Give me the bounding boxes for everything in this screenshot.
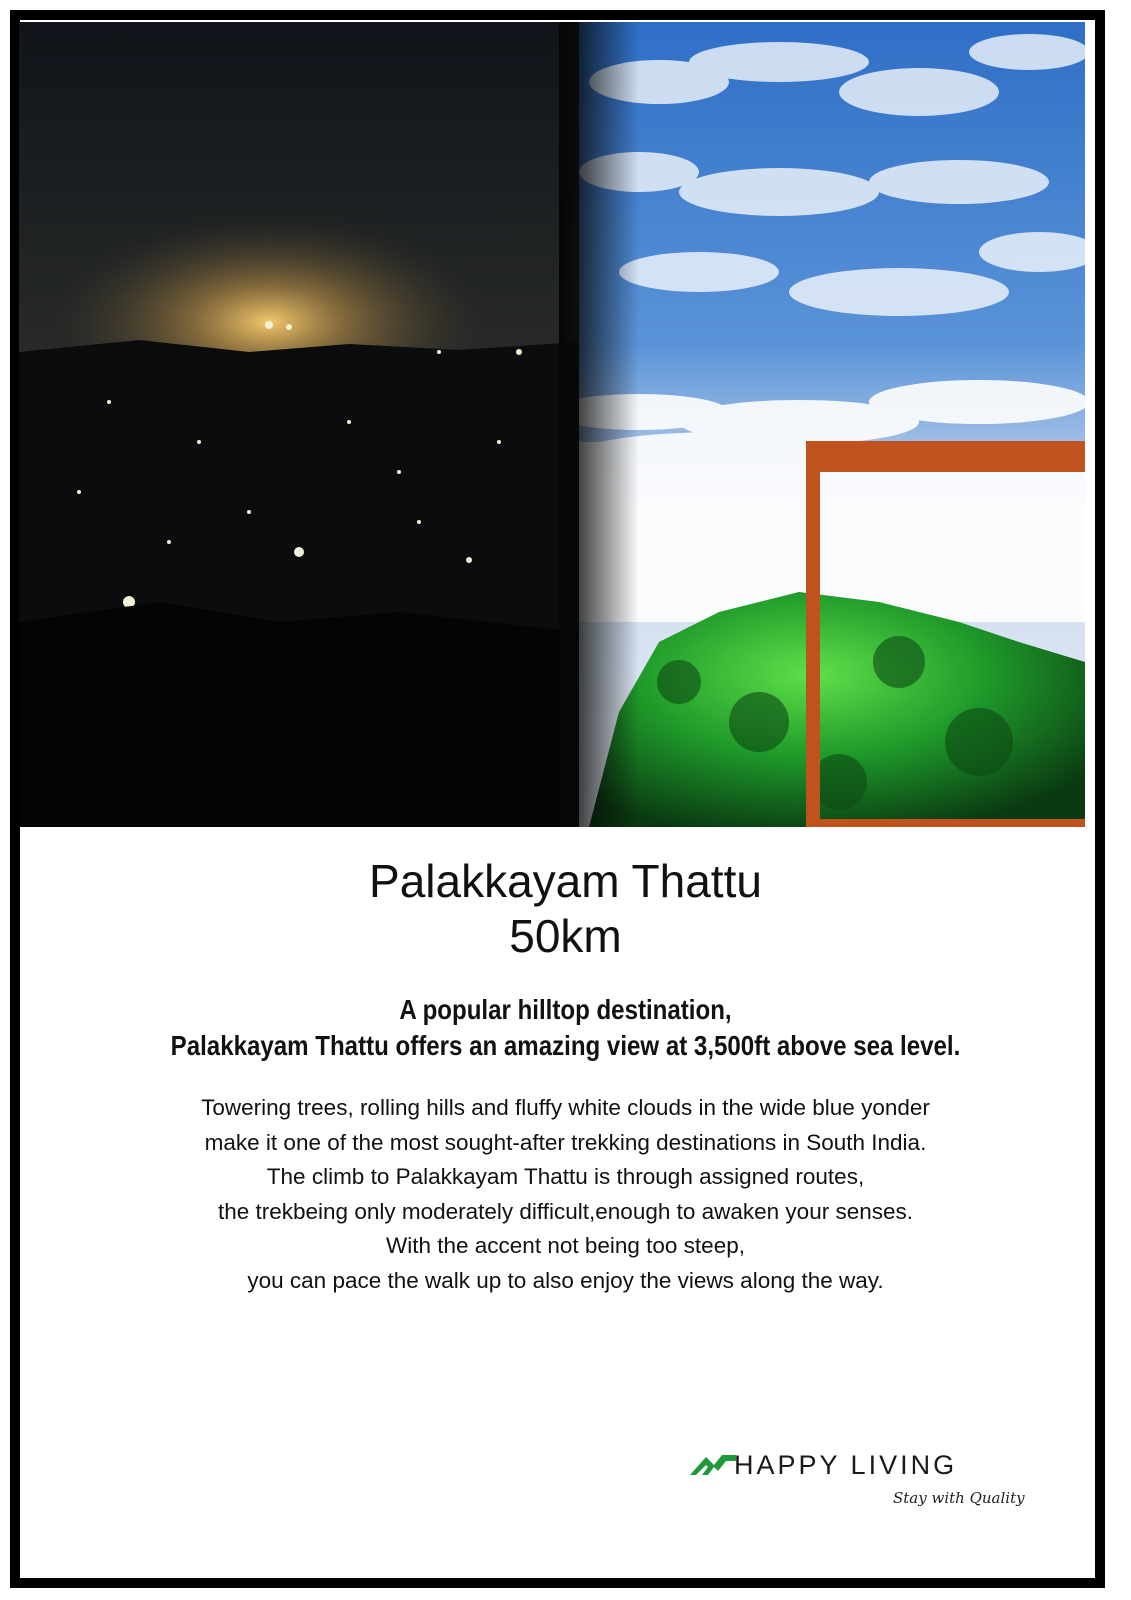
description-line: you can pace the walk up to also enjoy the views along the way. [247, 1267, 884, 1293]
description-line: The climb to Palakkayam Thattu is through assigned routes, [266, 1164, 865, 1189]
house-roof-icon [688, 1445, 738, 1485]
description-line: Towering trees, rolling hills and fluffy white clouds in the wide blue yonder [201, 1095, 930, 1120]
page-title: Palakkayam Thattu [369, 855, 762, 907]
hero-photo [19, 22, 1085, 827]
tagline-line: A popular hilltop destination, [399, 994, 732, 1025]
description-line: make it one of the most sought-after trekking destinations in South India. [204, 1129, 927, 1155]
brand-slogan: Stay with Quality [893, 1489, 1025, 1507]
distance-label: 50km [509, 910, 622, 962]
tagline-line: Palakkayam Thattu offers an amazing view at 3,500ft above sea level. [170, 1030, 961, 1061]
brand-logo [688, 1445, 1028, 1525]
description-line: the trekbeing only moderately difficult,enough to awaken your senses. [217, 1198, 913, 1224]
tagline [79, 992, 1052, 1064]
description-line: With the accent not being too steep, [386, 1233, 745, 1258]
brand-name: HAPPY LIVING [734, 1450, 958, 1480]
hilltop-photo-collage [19, 22, 1085, 827]
description [0, 1091, 1131, 1298]
